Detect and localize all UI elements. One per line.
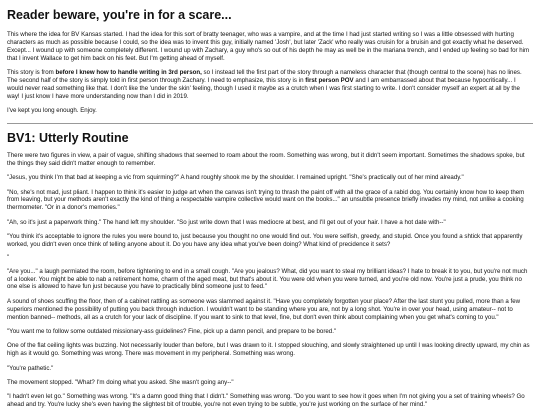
intro-paragraph-1: This where the idea for BV Kansas started. I had the idea for this sort of bratty teenager, who was a vampire, and at the time I had just started writing so I was a little obsessed with hurting characters as much as possible because I could, so the idea was to invent this guy, initially named 'Josh', but later 'Zack' who really was cruisin for a bruisin and got exactly what he deserved. Except... I wound up with someone completely different. I wound up with Zachary, a guy who's so out of his depth he may as well be in the mariana trench, and I ended up feeling so bad for him that I invent Wallace to get him back on his feet. But I'm getting ahead of myself. — [7, 31, 530, 62]
story-paragraph: "I hadn't even let go." Something was wrong. "It's a damn good thing that I didn't." Something was wrong. "Do you want to see how it goes when I'm not giving you a set of training wheels? Go ahead and try. You're lucky she's even having the slightest bit of trouble, you're not even trying to be subtle, you're just working on the surface of her mind." — [7, 393, 525, 409]
intro-p2-text: so I instead tell the first part of the story through a nameless character that (though central to the scene) has no lines. The second half of the story is simply told in first person through Zachary. I need to emphasize, this story is in — [7, 69, 522, 84]
intro-p2-text: and I am embarrassed about that because hypocritically... I would never read something like that. I don't like the 'under the skin' feeling, though I used it maybe as a crutch when I was first starting to write. I don't consider myself an expert at all by the way! I just know I have more understanding now than I did in 2019. — [7, 76, 520, 100]
story-paragraph: One of the flat ceiling lights was buzzing. Not necessarily louder than before, but I was drawn to it. I stopped slouching, and slowly straightened up until I was looking directly upward, my chin as high as it would go. Something was wrong. There was movement in my peripheral. Something was wrong. — [7, 342, 530, 358]
story-paragraph: "You're pathetic." — [7, 364, 54, 372]
story-paragraph: "Jesus, you think I'm that bad at keeping a vic from squirming?" A hand roughly shook me by the shoulder. I remained upright. "She's practically out of her mind already." — [7, 174, 464, 182]
story-paragraph: "You think it's acceptable to ignore the rules you were bound to, just because you thought no one would find out. You were selfish, greedy, and stupid. Once you found a shtick that apparently worked, you didn't even once think of telling anyone about it. Do you have any idea what you've been doing? What kind of precidence it sets? — [7, 233, 523, 248]
intro-p2-text: This story is from — [7, 69, 56, 76]
intro-p2-bold: first person POV — [305, 76, 354, 84]
intro-p2-bold: before I knew how to handle writing in 3rd person, — [55, 69, 202, 76]
story-body — [7, 152, 533, 409]
story-paragraph: "Ah, so it's just a paperwork thing." The hand left my shoulder. "So just write down that I was mediocre at best, and I'll get out of your hair. I have a hot date with--" — [7, 218, 446, 226]
story-paragraph: " — [7, 254, 10, 262]
intro-title: Reader beware, you're in for a scare... — [7, 8, 232, 22]
story-paragraph: "No, she's not mad, just pliant. I happen to think it's easier to judge art when the canvas isn't trying to thrash the paint off with all the grace of a rabid dog. You certainly know how to keep them from leaving, but your methods aren't exactly the kind of thing a respectable vampire collective would want on the books..." an unsubtle presence briefly invades my mind, not unlike a cooking thermometer. "Or in a donor's memories." — [7, 188, 525, 212]
story-paragraph: The movement stopped. "What? I'm doing what you asked. She wasn't going any--" — [7, 378, 234, 386]
story-paragraph: "You want me to follow some outdated missionary-ass guidelines? Fine, pick up a damn pencil, and prepare to be bored." — [7, 327, 337, 335]
section-divider — [7, 123, 533, 124]
story-title: BV1: Utterly Routine — [7, 130, 129, 145]
story-paragraph: A sound of shoes scuffing the floor, then of a cabinet rattling as someone was slammed against it. "Have you completely forgotten your place? After the last stunt you pulled, more than a few superiors mentioned the possibility of putting you back through induction. I wouldn't want to be standing where you are, not by a long shot. You're in over your head, using amateur-- not to mention banned-- methods, all as a crutch for your lack of discipline. If you want to sink to that level, fine, but don't even think about complaining when you get what's coming to you." — [7, 297, 521, 321]
intro-paragraph-3: I've kept you long enough. Enjoy. — [7, 107, 97, 114]
story-paragraph: "Are you..." a laugh permiated the room, before tightening to end in a small cough. "Are you jealous? What, did you want to steal my brilliant ideas? I hate to break it to you, but you're not much of a looker. You might be able to nab a retirement home, charm of the aged meat, but that's about it. You were old when you were turned, and you're old now. You're just a prude, you think no one else is allowed to have fun just because you have to practically blind someone just to feed." — [7, 267, 528, 291]
intro-paragraph-2 — [7, 69, 533, 101]
story-paragraph: There were two figures in view, a pair of vague, shifting shadows that seemed to roam about the room. Something was wrong, but it didn't seem important. Sometimes the shadows spoke, but the things they said didn't matter enough to remember. — [7, 151, 525, 167]
